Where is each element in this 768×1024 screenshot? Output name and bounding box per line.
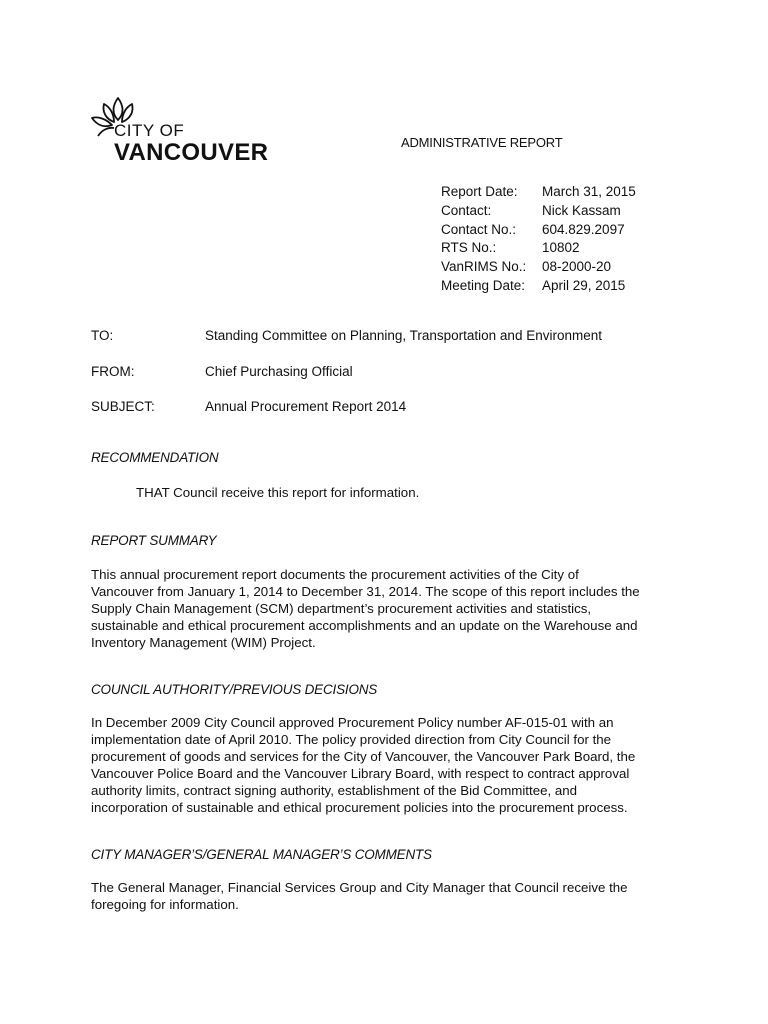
section-heading-report-summary: REPORT SUMMARY <box>91 533 217 548</box>
subject-line <box>91 399 406 414</box>
subject-label: SUBJECT: <box>91 399 155 414</box>
meta-label: Contact No.: <box>441 221 517 237</box>
meta-row-rts-no <box>441 239 636 258</box>
section-heading-managers-comments: CITY MANAGER’S/GENERAL MANAGER’S COMMENTS <box>91 847 432 862</box>
city-of-vancouver-logo <box>88 92 278 172</box>
managers-comments-paragraph <box>91 879 681 913</box>
meta-value: April 29, 2015 <box>542 277 626 293</box>
meta-row-vanrims-no <box>441 258 636 277</box>
meta-label: RTS No.: <box>441 240 497 256</box>
section-heading-recommendation: RECOMMENDATION <box>91 450 219 465</box>
logo-line-vancouver: VANCOUVER <box>114 139 269 166</box>
meta-value: 10802 <box>542 240 580 256</box>
meta-row-contact-no <box>441 221 636 240</box>
text-line: procurement of goods and services for the City of Vancouver, the Vancouver Park Board, the <box>91 749 636 764</box>
meta-value: 604.829.2097 <box>542 221 625 237</box>
text-line: authority limits, contract signing authority, establishment of the Bid Committee, and <box>91 783 578 798</box>
text-line: incorporation of sustainable and ethical procurement policies into the procurement process. <box>91 800 628 815</box>
meta-row-report-date <box>441 183 636 202</box>
council-authority-paragraph <box>91 714 681 816</box>
meta-value: Nick Kassam <box>542 202 621 218</box>
to-label: TO: <box>91 328 114 343</box>
text-line: implementation date of April 2010. The policy provided direction from City Council for the <box>91 732 612 747</box>
meta-value: 08-2000-20 <box>542 259 612 275</box>
report-summary-paragraph <box>91 566 681 651</box>
logo-line-city-of: CITY OF <box>114 121 185 140</box>
to-value: Standing Committee on Planning, Transportation and Environment <box>205 328 602 343</box>
text-line: In December 2009 City Council approved Procurement Policy number AF-015-01 with an <box>91 715 614 730</box>
text-line: Vancouver Police Board and the Vancouver Library Board, with respect to contract approval <box>91 766 630 781</box>
text-line: The General Manager, Financial Services Group and City Manager that Council receive the <box>91 880 628 895</box>
text-line: Inventory Management (WIM) Project. <box>91 635 316 650</box>
meta-row-meeting-date <box>441 277 636 296</box>
meta-label: Contact: <box>441 202 492 218</box>
meta-label: Report Date: <box>441 184 518 199</box>
text-line: THAT Council receive this report for information. <box>136 485 420 500</box>
from-line <box>91 364 353 379</box>
report-metadata <box>441 183 636 296</box>
subject-value: Annual Procurement Report 2014 <box>205 399 407 414</box>
document-type-title: ADMINISTRATIVE REPORT <box>401 135 563 150</box>
to-line <box>91 328 602 343</box>
text-line: sustainable and ethical procurement accomplishments and an update on the Warehouse and <box>91 618 638 633</box>
from-value: Chief Purchasing Official <box>205 364 353 379</box>
meta-row-contact <box>441 202 636 221</box>
text-line: foregoing for information. <box>91 897 239 912</box>
from-label: FROM: <box>91 364 135 379</box>
text-line: Supply Chain Management (SCM) department’s procurement activities and statistics, <box>91 601 592 616</box>
meta-value: March 31, 2015 <box>542 184 636 199</box>
text-line: Vancouver from January 1, 2014 to December 31, 2014. The scope of this report includes the <box>91 584 640 599</box>
section-heading-council-authority: COUNCIL AUTHORITY/PREVIOUS DECISIONS <box>91 682 378 697</box>
recommendation-paragraph <box>136 484 726 501</box>
meta-label: Meeting Date: <box>441 277 526 293</box>
text-line: This annual procurement report documents the procurement activities of the City of <box>91 567 579 582</box>
meta-label: VanRIMS No.: <box>441 259 527 275</box>
